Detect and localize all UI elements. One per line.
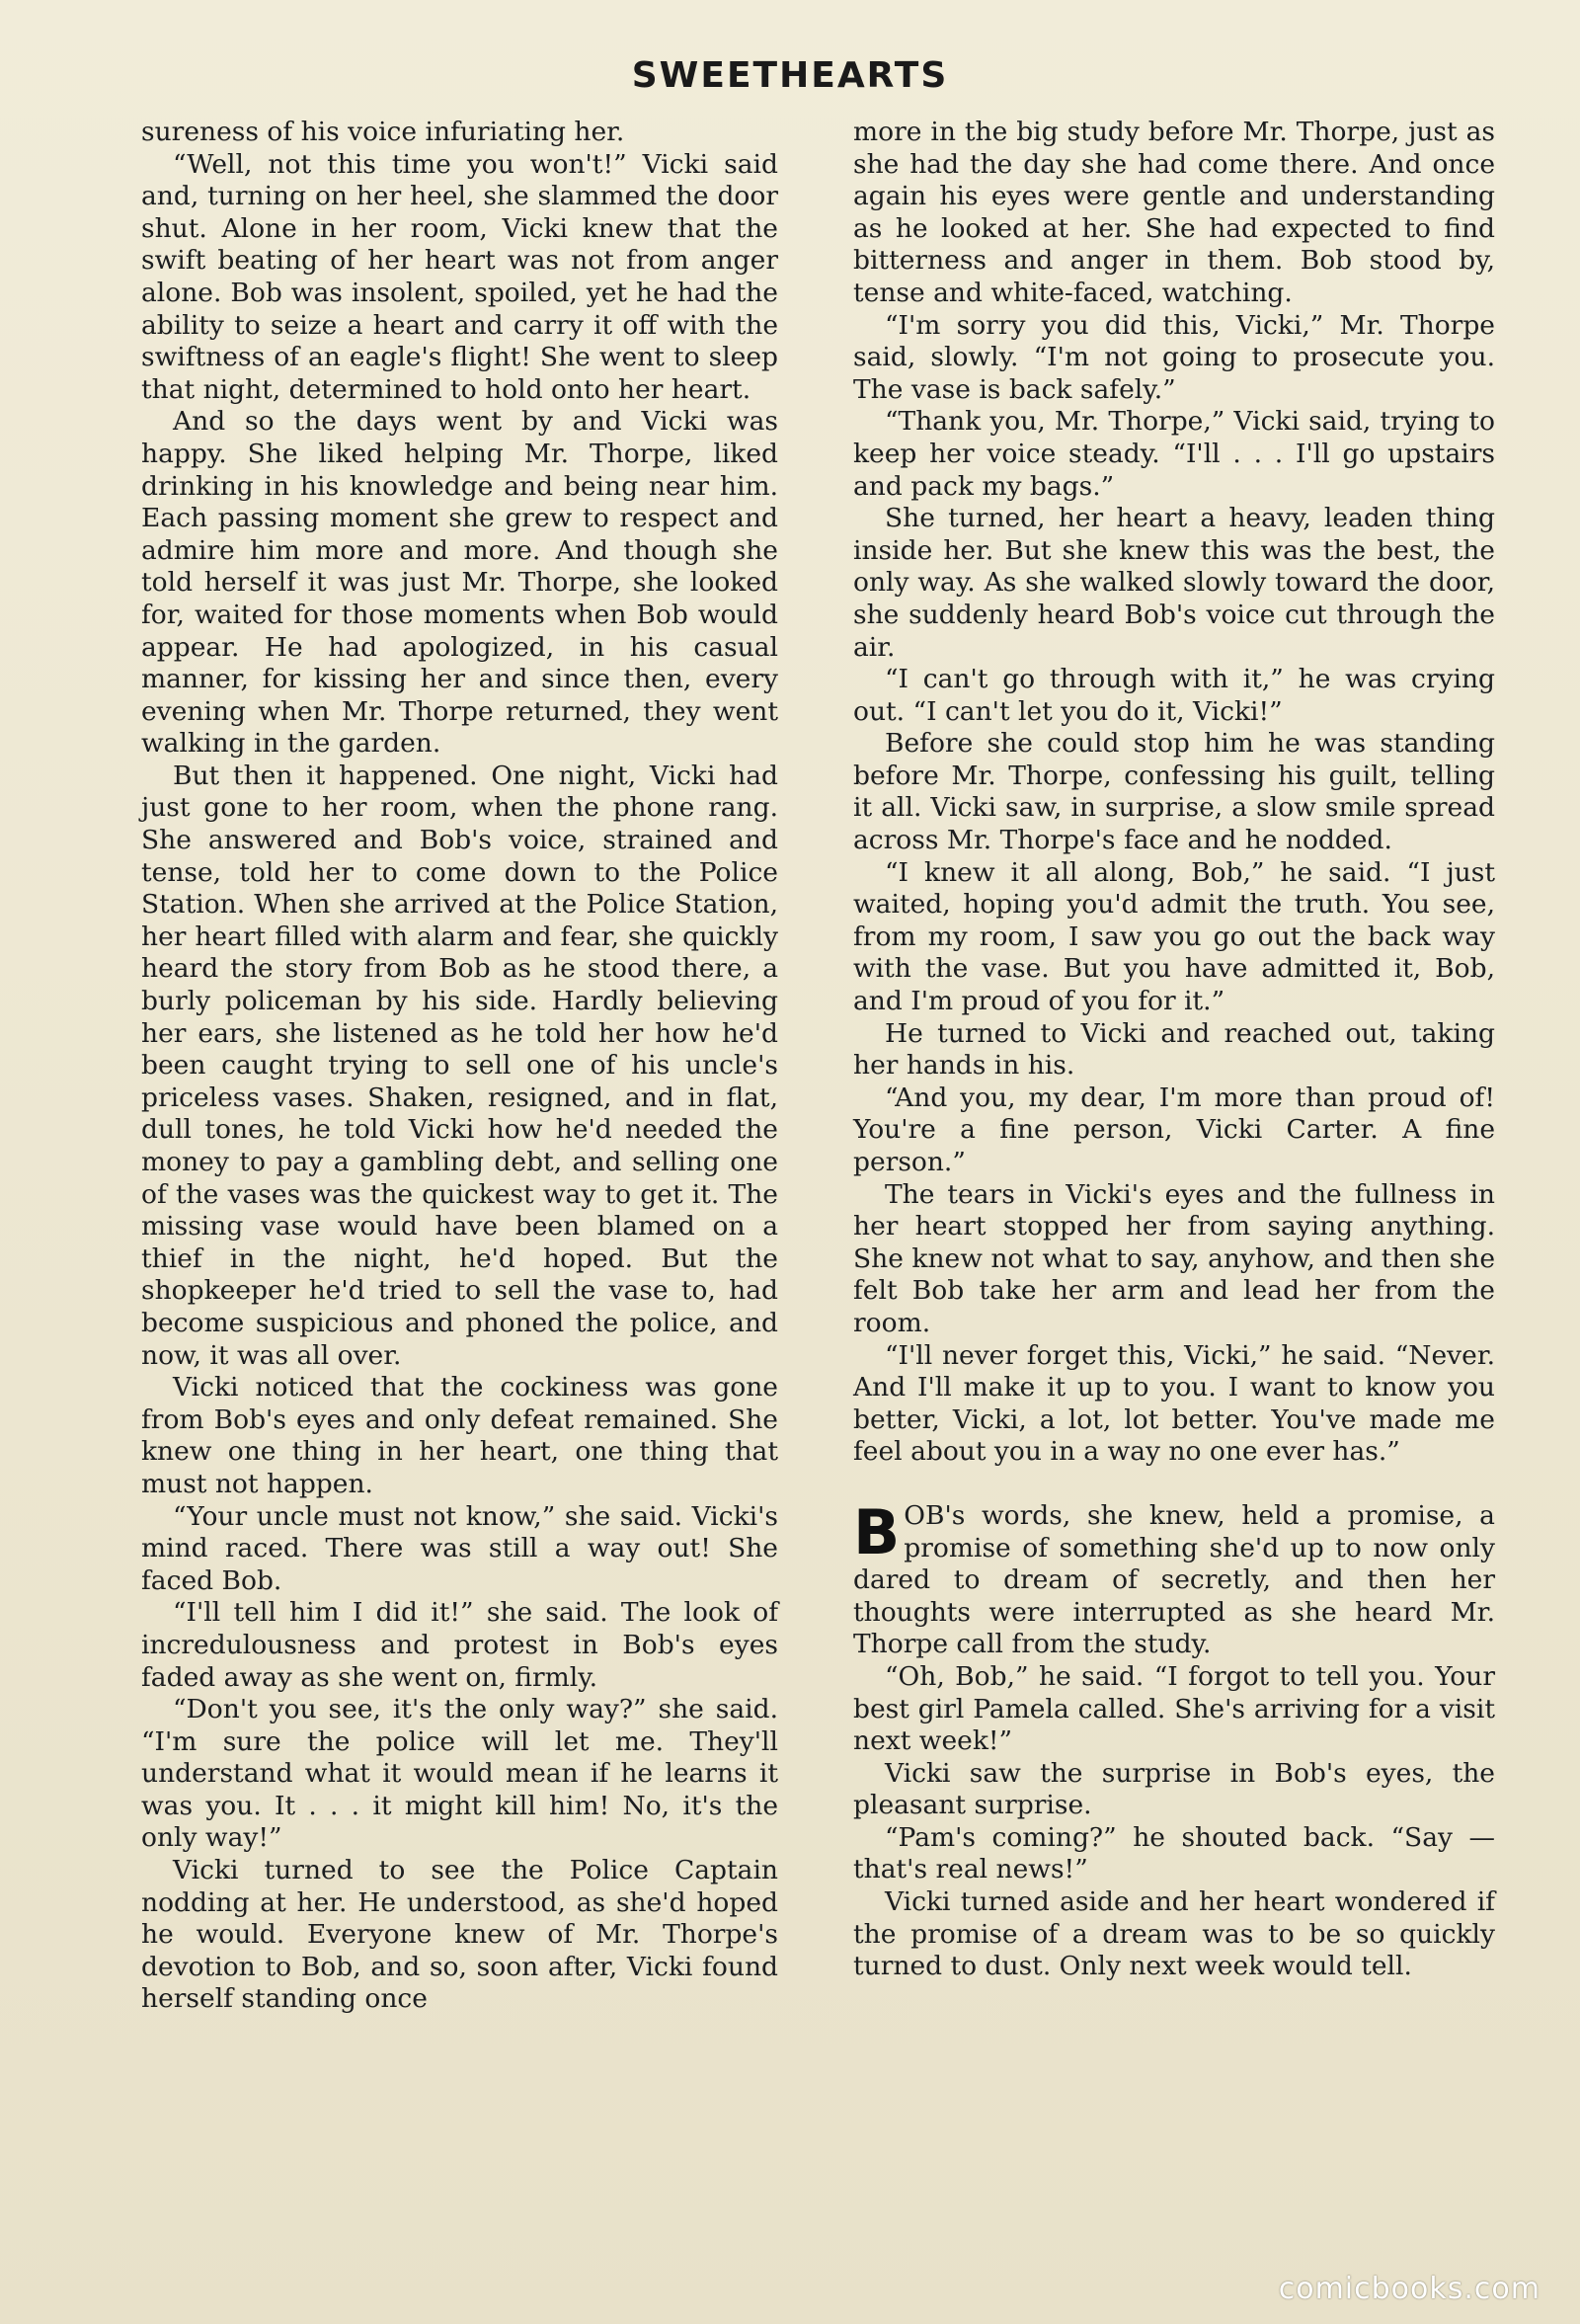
paragraph: “I knew it all along, Bob,” he said. “I just waited, hoping you'd admit the truth. You see, from my room, I saw you go out the back way with the vase. But you have admitted it, Bob, and I'm proud of you for it.” — [853, 856, 1495, 1017]
section-paragraph — [853, 1495, 1495, 1661]
paragraph: “Your uncle must not know,” she said. Vicki's mind raced. There was still a way out! She faced Bob. — [141, 1500, 778, 1596]
paragraph: “Thank you, Mr. Thorpe,” Vicki said, trying to keep her voice steady. “I'll . . . I'll go upstairs and pack my bags.” — [853, 406, 1495, 502]
paragraph: But then it happened. One night, Vicki had just gone to her room, when the phone rang. She answered and Bob's voice, strained and tense, told her to come down to the Police Station. When she arrived at the Police Station, her heart filled with alarm and fear, she quickly heard the story from Bob as he stood there, a burly policeman by his side. Hardly believing her ears, she listened as he told her how he'd been caught trying to sell one of his uncle's priceless vases. Shaken, resigned, and in flat, dull tones, he told Vicki how he'd needed the money to pay a gambling debt, and selling one of the vases was the quickest way to get it. The missing vase would have been blamed on a thief in the night, he'd hoped. But the shopkeeper he'd tried to sell the vase to, had become suspicious and phoned the police, and now, it was all over. — [141, 760, 778, 1371]
paragraph: And so the days went by and Vicki was happy. She liked helping Mr. Thorpe, liked drinking in his knowledge and being near him. Each passing moment she grew to respect and admire him more and more. And though she told herself it was just Mr. Thorpe, she looked for, waited for those moments when Bob would appear. He had apologized, in his casual manner, for kissing her and since then, every evening when Mr. Thorpe returned, they went walking in the garden. — [141, 406, 778, 760]
left-column — [141, 117, 778, 2016]
paragraph: He turned to Vicki and reached out, taking her hands in his. — [853, 1017, 1495, 1082]
paragraph: “I'll tell him I did it!” she said. The look of incredulousness and protest in Bob's eyes faded away as she went on, firmly. — [141, 1597, 778, 1693]
paragraph: “I can't go through with it,” he was crying out. “I can't let you do it, Vicki!” — [853, 664, 1495, 727]
paragraph: Vicki saw the surprise in Bob's eyes, the pleasant surprise. — [853, 1757, 1495, 1821]
paragraph: Vicki turned to see the Police Captain nodding at her. He understood, as she'd hoped he would. Everyone knew of Mr. Thorpe's devotion to Bob, and so, soon after, Vicki found herself standing once — [141, 1855, 778, 2015]
watermark: comicbooks.com — [1278, 2272, 1540, 2306]
paragraph: She turned, her heart a heavy, leaden thing inside her. But she knew this was the best, the only way. As she walked slowly toward the door, she suddenly heard Bob's voice cut through the air. — [853, 503, 1495, 663]
page-header-title: SWEETHEARTS — [631, 55, 949, 96]
paragraph: The tears in Vicki's eyes and the fullness in her heart stopped her from saying anything. She knew not what to say, anyhow, and then she felt Bob take her arm and lead her from the room. — [853, 1178, 1495, 1338]
paragraph: Vicki turned aside and her heart wondered if the promise of a dream was to be so quickly turned to dust. Only next week would tell. — [853, 1886, 1495, 1982]
right-column — [853, 117, 1495, 1983]
paragraph: “And you, my dear, I'm more than proud of! You're a fine person, Vicki Carter. A fine person.” — [853, 1082, 1495, 1177]
paragraph: sureness of his voice infuriating her. — [141, 117, 625, 147]
paragraph: “I'll never forget this, Vicki,” he said. “Never. And I'll make it up to you. I want to know you better, Vicki, a lot, lot better. You've made me feel about you in a way no one ever has.” — [853, 1339, 1495, 1468]
paragraph: Vicki noticed that the cockiness was gone from Bob's eyes and only defeat remained. She knew one thing in her heart, one thing that must not happen. — [141, 1372, 778, 1499]
drop-cap: B — [853, 1495, 901, 1568]
paragraph: “Well, not this time you won't!” Vicki said and, turning on her heel, she slammed the door shut. Alone in her room, Vicki knew that the swift beating of her heart was not from anger alone. Bob was insolent, spoiled, yet he had the ability to seize a heart and carry it off with the swiftness of an eagle's flight! She went to sleep that night, determined to hold onto her heart. — [141, 148, 778, 405]
paragraph: “I'm sorry you did this, Vicki,” Mr. Thorpe said, slowly. “I'm not going to prosecute you. The vase is back safely.” — [853, 309, 1495, 405]
paragraph: “Pam's coming?” he shouted back. “Say —that's real news!” — [853, 1821, 1495, 1885]
paragraph: more in the big study before Mr. Thorpe, just as she had the day she had come there. And once again his eyes were gentle and understanding as he looked at her. She had expected to find bitterness and anger in them. Bob stood by, tense and white-faced, watching. — [853, 117, 1495, 308]
paragraph: “Oh, Bob,” he said. “I forgot to tell you. Your best girl Pamela called. She's arriving for a visit next week!” — [853, 1660, 1495, 1757]
paragraph-text: OB's words, she knew, held a promise, a promise of something she'd up to now only dared to dream of secretly, and then her thoughts were interrupted as she heard Mr. Thorpe call from the study. — [853, 1499, 1495, 1660]
paragraph: “Don't you see, it's the only way?” she said. “I'm sure the police will let me. They'll understand what it would mean if he learns it was you. It . . . it might kill him! No, it's the only way!” — [141, 1694, 778, 1854]
paragraph: Before she could stop him he was standing before Mr. Thorpe, confessing his guilt, telling it all. Vicki saw, in surprise, a slow smile spread across Mr. Thorpe's face and he nodded. — [853, 728, 1495, 856]
